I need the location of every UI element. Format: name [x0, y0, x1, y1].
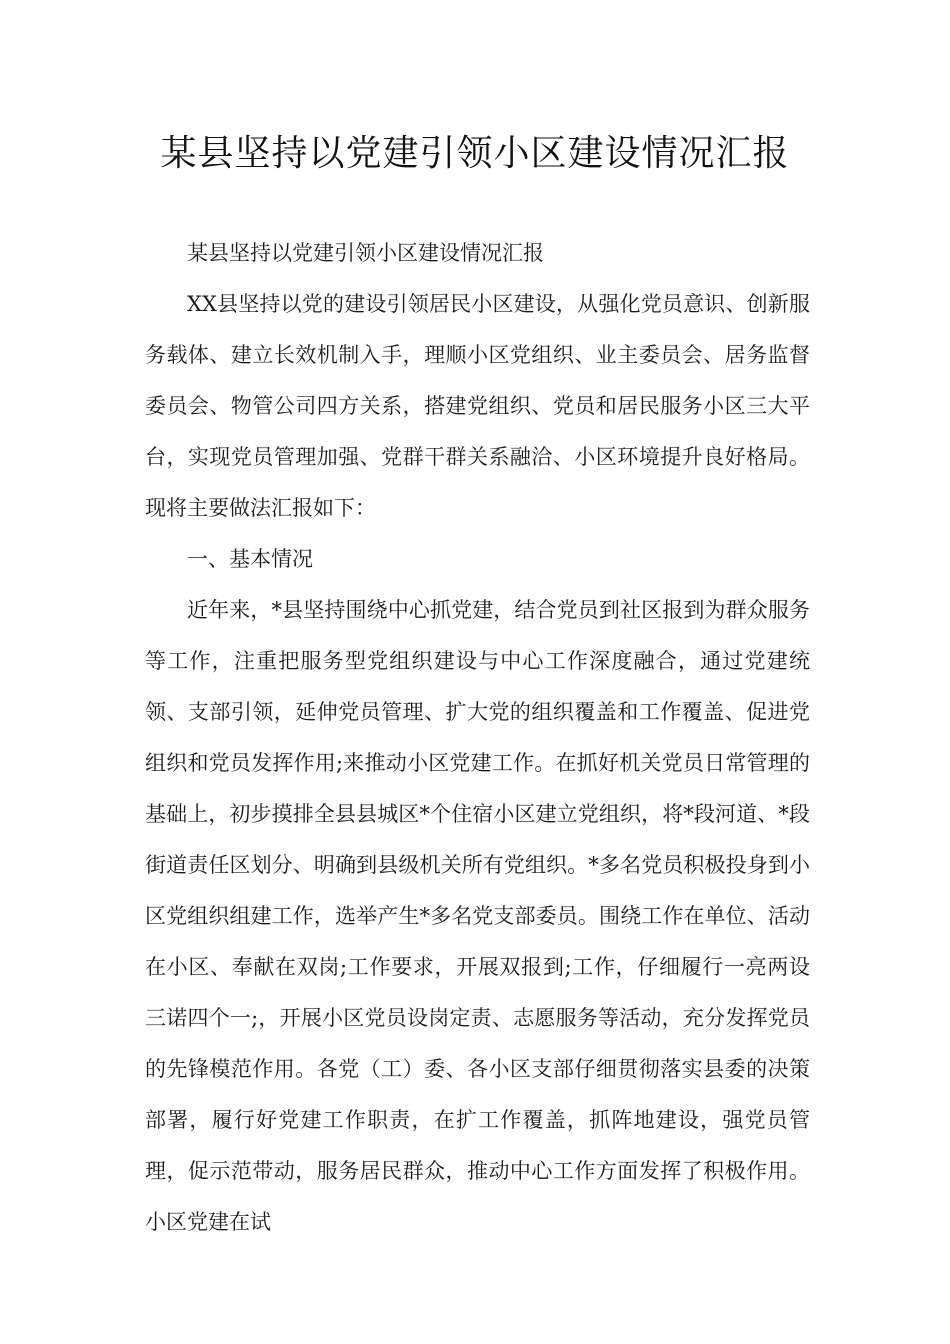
- paragraph-subtitle: 某县坚持以党建引领小区建设情况汇报: [187, 241, 544, 265]
- document-body: [145, 228, 810, 1248]
- section-heading-basic-situation: 一、基本情况: [187, 547, 313, 571]
- document-title: 某县坚持以党建引领小区建设情况汇报: [160, 133, 790, 174]
- paragraph-intro: XX县坚持以党的建设引领居民小区建设，从强化党员意识、创新服务载体、建立长效机制入手，理顺小区党组织、业主委员会、居务监督委员会、物管公司四方关系，搭建党组织、党员和居民服务小区三大平台，实现党员管理加强、党群干群关系融洽、小区环境提升良好格局。现将主要做法汇报如下：: [145, 292, 810, 520]
- paragraph-basic-situation: 近年来，*县坚持围绕中心抓党建，结合党员到社区报到为群众服务等工作，注重把服务型党组织建设与中心工作深度融合，通过党建统领、支部引领，延伸党员管理、扩大党的组织覆盖和工作覆盖、促进党组织和党员发挥作用;来推动小区党建工作。在抓好机关党员日常管理的基础上，初步摸排全县县城区*个住宿小区建立党组织，将*段河道、*段街道责任区划分、明确到县级机关所有党组织。*多名党员积极投身到小区党组织组建工作，选举产生*多名党支部委员。围绕工作在单位、活动在小区、奉献在双岗;工作要求，开展双报到;工作，仔细履行一亮两设三诺四个一;，开展小区党员设岗定责、志愿服务等活动，充分发挥党员的先锋模范作用。各党（工）委、各小区支部仔细贯彻落实县委的决策部署，履行好党建工作职责，在扩工作覆盖，抓阵地建设，强党员管理，促示范带动，服务居民群众，推动中心工作方面发挥了积极作用。小区党建在试: [145, 598, 810, 1234]
